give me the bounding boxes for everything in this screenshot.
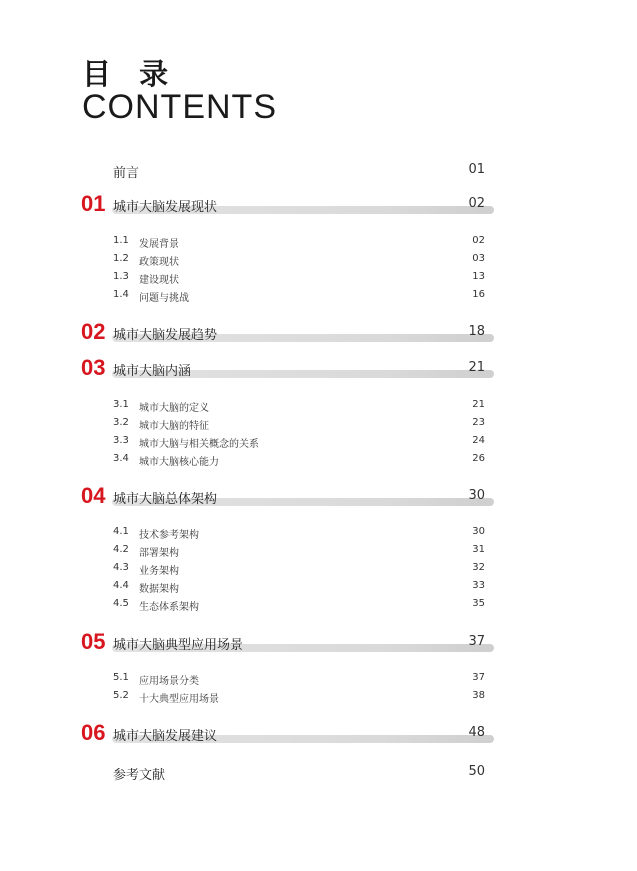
subentry-page: 24 [472, 435, 485, 446]
subentry-number: 5.2 [113, 690, 129, 701]
toc-chapter-04[interactable] [0, 483, 637, 507]
subentry-label: 城市大脑核心能力 [139, 457, 219, 468]
subentry-page: 38 [472, 690, 485, 701]
toc-subentry-4-5[interactable] [0, 593, 637, 617]
toc-title-cn: 目 录 [82, 57, 178, 91]
subentry-page: 03 [472, 253, 485, 264]
subentry-number: 1.1 [113, 235, 129, 246]
toc-chapter-06[interactable] [0, 720, 637, 744]
subentry-page: 37 [472, 672, 485, 683]
subentry-number: 5.1 [113, 672, 129, 683]
subentry-page: 26 [472, 453, 485, 464]
chapter-page: 30 [468, 488, 485, 503]
chapter-page: 18 [468, 324, 485, 339]
chapter-label: 城市大脑典型应用场景 [113, 638, 244, 653]
subentry-page: 32 [472, 562, 485, 573]
chapter-label: 城市大脑内涵 [113, 364, 192, 379]
subentry-label: 城市大脑的定义 [139, 403, 209, 414]
subentry-number: 3.4 [113, 453, 129, 464]
chapter-page: 21 [468, 360, 485, 375]
chapter-page: 02 [468, 196, 485, 211]
toc-entry-preface[interactable] [0, 158, 637, 182]
chapter-label: 城市大脑发展现状 [113, 200, 218, 215]
toc-chapter-05[interactable] [0, 629, 637, 653]
chapter-number: 04 [81, 483, 106, 508]
subentry-page: 31 [472, 544, 485, 555]
subentry-label: 问题与挑战 [139, 293, 189, 304]
chapter-page: 48 [468, 725, 485, 740]
subentry-number: 4.5 [113, 598, 129, 609]
toc-entry-page: 01 [468, 162, 485, 177]
subentry-page: 21 [472, 399, 485, 410]
subentry-label: 技术参考架构 [139, 530, 199, 541]
toc-chapter-02[interactable] [0, 319, 637, 343]
subentry-page: 13 [472, 271, 485, 282]
subentry-number: 4.4 [113, 580, 129, 591]
subentry-number: 3.3 [113, 435, 129, 446]
chapter-label: 城市大脑发展趋势 [113, 328, 218, 343]
toc-title-en: CONTENTS [82, 88, 277, 126]
toc-entry-label: 前言 [113, 166, 140, 181]
chapter-label: 城市大脑总体架构 [113, 492, 218, 507]
subentry-number: 4.3 [113, 562, 129, 573]
subentry-label: 部署架构 [139, 548, 179, 559]
subentry-page: 23 [472, 417, 485, 428]
toc-entry-references[interactable] [0, 760, 637, 784]
subentry-page: 02 [472, 235, 485, 246]
chapter-number: 03 [81, 355, 106, 380]
chapter-number: 02 [81, 319, 106, 344]
subentry-label: 生态体系架构 [139, 602, 199, 613]
toc-subentry-5-2[interactable] [0, 685, 637, 709]
subentry-label: 发展背景 [139, 239, 179, 250]
chapter-number: 01 [81, 191, 106, 216]
subentry-label: 数据架构 [139, 584, 179, 595]
toc-subentry-1-4[interactable] [0, 284, 637, 308]
toc-entry-page: 50 [468, 764, 485, 779]
subentry-label: 城市大脑的特征 [139, 421, 209, 432]
chapter-page: 37 [468, 634, 485, 649]
subentry-number: 3.2 [113, 417, 129, 428]
subentry-label: 建设现状 [139, 275, 179, 286]
toc-subentry-3-4[interactable] [0, 448, 637, 472]
subentry-number: 1.2 [113, 253, 129, 264]
chapter-number: 06 [81, 720, 106, 745]
chapter-number: 05 [81, 629, 106, 654]
subentry-number: 4.2 [113, 544, 129, 555]
subentry-number: 4.1 [113, 526, 129, 537]
chapter-label: 城市大脑发展建议 [113, 729, 218, 744]
subentry-number: 3.1 [113, 399, 129, 410]
subentry-label: 城市大脑与相关概念的关系 [139, 439, 259, 450]
subentry-label: 政策现状 [139, 257, 179, 268]
subentry-label: 业务架构 [139, 566, 179, 577]
subentry-number: 1.4 [113, 289, 129, 300]
subentry-page: 35 [472, 598, 485, 609]
subentry-label: 十大典型应用场景 [139, 694, 219, 705]
subentry-page: 16 [472, 289, 485, 300]
toc-chapter-03[interactable] [0, 355, 637, 379]
subentry-page: 30 [472, 526, 485, 537]
toc-entry-label: 参考文献 [113, 768, 166, 783]
subentry-number: 1.3 [113, 271, 129, 282]
toc-chapter-01[interactable] [0, 191, 637, 215]
subentry-page: 33 [472, 580, 485, 591]
subentry-label: 应用场景分类 [139, 676, 199, 687]
